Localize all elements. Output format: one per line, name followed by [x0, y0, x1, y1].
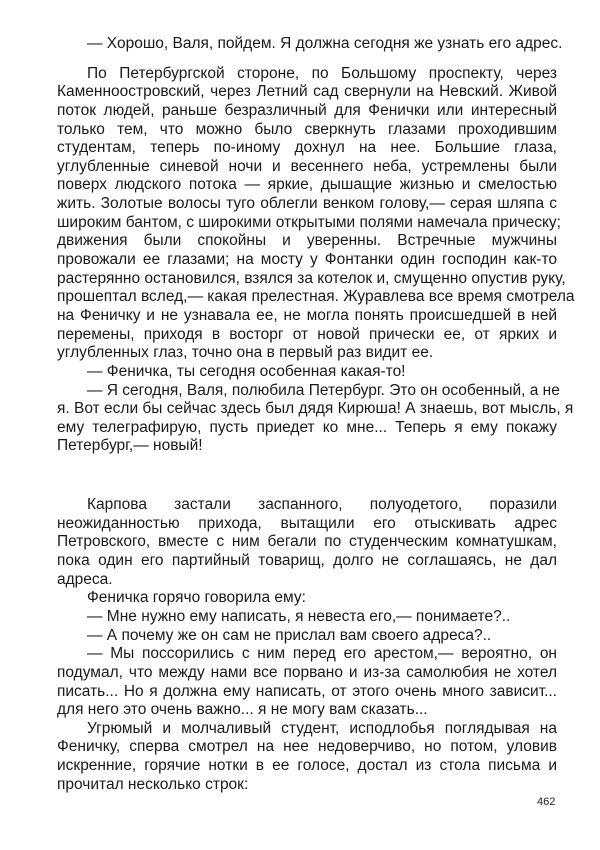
- text-line: углубленные синевой ночи и весеннего неба, устремлены были: [57, 157, 557, 175]
- paragraph: [57, 645, 557, 720]
- text-line: Феничку, сперва смотрел на нее недоверчиво, но потом, уловив: [57, 738, 557, 756]
- paragraph: [57, 381, 574, 457]
- paragraph: [57, 589, 557, 608]
- text-line: Феничка горячо говорила ему:: [87, 589, 306, 607]
- paragraph: [57, 720, 557, 795]
- text-line: Карпова застали заспанного, полуодетого, поразили: [87, 496, 557, 514]
- text-line: — Феничка, ты сегодня особенная какая-то!: [87, 362, 406, 380]
- text-line: поверх людского потока — яркие, дышащие жизнью и смелостью: [57, 176, 557, 194]
- text-line: — А почему же он сам не прислал вам своего адреса?..: [87, 626, 492, 644]
- text-line: Петербург,— новый!: [57, 437, 203, 455]
- text-line: жить. Золотые волосы туго облегли венком голову,— серая шляпа с: [57, 195, 557, 213]
- paragraph: [57, 363, 557, 382]
- paragraph: [57, 627, 557, 646]
- page-number: 462: [537, 796, 556, 808]
- text-line: растерянно остановился, взялся за котелок и, смущенно опустив руку,: [57, 269, 566, 287]
- text-line: подумал, что между нами все порвано и из-за самолюбия не хотел: [57, 663, 557, 681]
- text-line: широким бантом, с широкими открытыми полями намечала прическу;: [57, 213, 561, 231]
- paragraph: [57, 64, 575, 363]
- text-line: пока один его партийный товарищ, долго не соглашаясь, не дал: [57, 552, 557, 570]
- text-line: Каменноостровский, через Летний сад свернули на Невский. Живой: [57, 83, 557, 101]
- text-line: студентам, теперь по-иному дохнул на нее. Большие глаза,: [57, 139, 557, 157]
- text-line: — Я сегодня, Валя, полюбила Петербург. Это он особенный, а не: [87, 381, 560, 399]
- text-line: писать... Но я должна ему написать, от этого очень много зависит...: [57, 682, 557, 700]
- text-line: прочитал несколько строк:: [57, 775, 249, 793]
- text-line: для него это очень важно... я не могу вам сказать...: [57, 701, 428, 719]
- text-line: на Феничку и не узнавала ее, не могла понять происшедшей в ней: [57, 306, 557, 324]
- text-line: Угрюмый и молчаливый студент, исподлобья поглядывая на: [87, 719, 557, 737]
- text-line: — Мы поссорились с ним перед его арестом,— вероятно, он: [87, 645, 557, 663]
- text-line: неожиданностью прихода, вытащили его отыскивать адрес: [57, 514, 557, 532]
- text-line: — Мне нужно ему написать, я невеста его,— понимаете?..: [87, 607, 511, 625]
- text-line: углубленных глаз, точно она в первый раз видит ее.: [57, 344, 434, 362]
- text-line: По Петербургской стороне, по Большому проспекту, через: [87, 64, 557, 82]
- text-line: прошептал вслед,— какая прелестная. Журавлева все время смотрела: [57, 288, 575, 306]
- document-body: [57, 35, 575, 794]
- text-line: адреса.: [57, 570, 113, 588]
- paragraph: [57, 35, 563, 54]
- paragraph: [57, 496, 557, 589]
- text-line: перемены, приходя в восторг от новой прически ее, от ярких и: [57, 325, 557, 343]
- text-line: ему телеграфирую, пусть приедет ко мне... Теперь я ему покажу: [57, 418, 557, 436]
- text-line: движения были спокойны и уверенны. Встречные мужчины: [57, 232, 557, 250]
- text-line: Петровского, вместе с ним бегали по студенческим комнатушкам,: [57, 533, 557, 551]
- text-line: я. Вот если бы сейчас здесь был дядя Кирюша! А знаешь, вот мысль, я: [57, 400, 574, 418]
- text-line: поток людей, раньше безразличный для Фенички или интересный: [57, 101, 557, 119]
- paragraph: [57, 608, 557, 627]
- text-line: — Хорошо, Валя, пойдем. Я должна сегодня же узнать его адрес.: [87, 35, 563, 52]
- text-line: искренние, горячие нотки в ее голосе, достал из стола письма и: [57, 757, 557, 775]
- text-line: только тем, что можно было сверкнуть глазами проходившим: [57, 120, 557, 138]
- text-line: провожали ее глазами; на мосту у Фонтанки один господин как-то: [57, 251, 557, 269]
